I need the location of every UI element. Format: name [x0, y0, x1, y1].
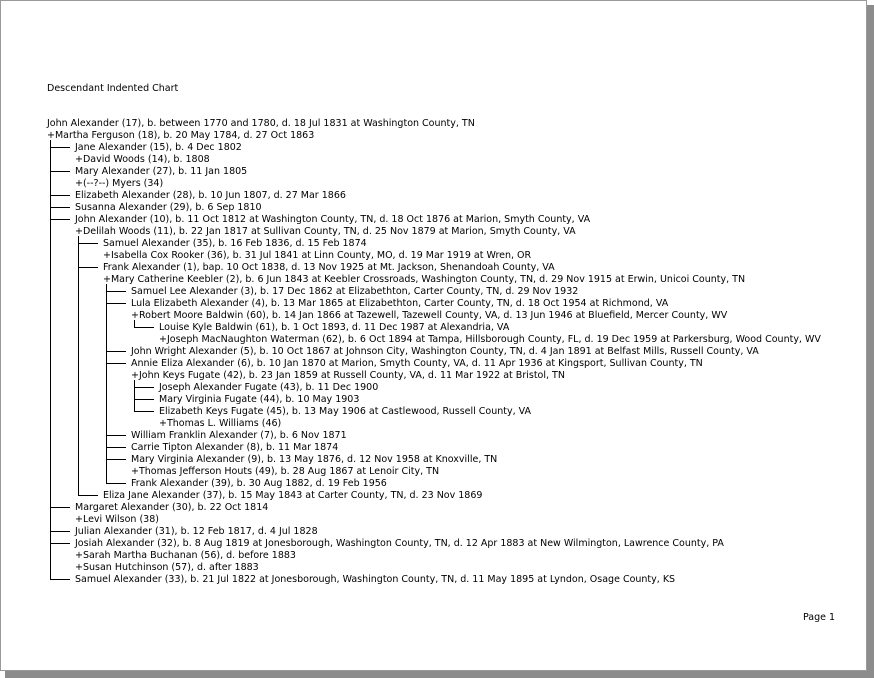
spouse-entry: +Levi Wilson (38)	[75, 514, 159, 525]
tree-line	[78, 495, 98, 496]
person-entry: John Wright Alexander (5), b. 10 Oct 1867 at Johnson City, Washington County, TN, d. 4 Jan 1891 at Belfast Mills, Russell County, VA	[131, 346, 759, 357]
person-entry: Eliza Jane Alexander (37), b. 15 May 1843 at Carter County, TN, d. 23 Nov 1869	[103, 490, 483, 501]
tree-line	[50, 147, 70, 148]
person-entry: Susanna Alexander (29), b. 6 Sep 1810	[75, 202, 262, 213]
tree-line	[106, 447, 126, 448]
person-entry: Samuel Lee Alexander (3), b. 17 Dec 1862 at Elizabethton, Carter County, TN, d. 29 Nov 1932	[131, 286, 579, 297]
tree-line	[106, 459, 126, 460]
spouse-entry: +Mary Catherine Keebler (2), b. 6 Jun 1843 at Keebler Crossroads, Washington County, TN, d. 29 Nov 1915 at Erwin, Unicoi County, TN	[103, 274, 746, 285]
tree-line	[78, 243, 98, 244]
spouse-entry: +David Woods (14), b. 1808	[75, 154, 210, 165]
person-entry: Jane Alexander (15), b. 4 Dec 1802	[75, 142, 242, 153]
tree-line	[50, 507, 70, 508]
spouse-entry: +Delilah Woods (11), b. 22 Jan 1817 at Sullivan County, TN, d. 25 Nov 1879 at Marion, Smyth County, VA	[75, 226, 576, 237]
person-entry: Mary Virginia Alexander (9), b. 13 May 1876, d. 12 Nov 1958 at Knoxville, TN	[131, 454, 498, 465]
tree-line	[106, 483, 126, 484]
person-entry: Elizabeth Alexander (28), b. 10 Jun 1807, d. 27 Mar 1866	[75, 190, 346, 201]
tree-line	[50, 171, 70, 172]
spouse-entry: +Martha Ferguson (18), b. 20 May 1784, d. 27 Oct 1863	[47, 130, 315, 141]
person-entry: Samuel Alexander (35), b. 16 Feb 1836, d. 15 Feb 1874	[103, 238, 367, 249]
tree-line	[134, 387, 154, 388]
person-entry: Josiah Alexander (32), b. 8 Aug 1819 at Jonesborough, Washington County, TN, d. 12 Apr 1883 at New Wilmington, Lawrence County, PA	[75, 538, 724, 549]
spouse-entry: +Sarah Martha Buchanan (56), d. before 1883	[75, 550, 296, 561]
person-entry: Julian Alexander (31), b. 12 Feb 1817, d. 4 Jul 1828	[75, 526, 318, 537]
tree-line	[106, 363, 126, 364]
person-entry: Frank Alexander (39), b. 30 Aug 1882, d. 19 Feb 1956	[131, 478, 387, 489]
tree-line	[50, 140, 51, 579]
tree-line	[50, 543, 70, 544]
tree-line	[106, 303, 126, 304]
person-entry: Margaret Alexander (30), b. 22 Oct 1814	[75, 502, 269, 513]
tree-line	[50, 579, 70, 580]
spouse-entry: +John Keys Fugate (42), b. 23 Jan 1859 at Russell County, VA, d. 11 Mar 1922 at Bristol, TN	[131, 370, 565, 381]
tree-line	[134, 399, 154, 400]
tree-line	[50, 219, 70, 220]
tree-line	[134, 380, 135, 411]
person-entry: William Franklin Alexander (7), b. 6 Nov 1871	[131, 430, 347, 441]
person-entry: Annie Eliza Alexander (6), b. 10 Jan 1870 at Marion, Smyth County, VA, d. 11 Apr 1936 at Kingsport, Sullivan County, TN	[131, 358, 703, 369]
person-entry: John Alexander (10), b. 11 Oct 1812 at Washington County, TN, d. 18 Oct 1876 at Marion, Smyth County, VA	[75, 214, 591, 225]
tree-line	[106, 284, 107, 483]
tree-line	[106, 435, 126, 436]
person-entry: Lula Elizabeth Alexander (4), b. 13 Mar 1865 at Elizabethton, Carter County, TN, d. 18 Oct 1954 at Richmond, VA	[131, 298, 669, 309]
person-entry: Elizabeth Keys Fugate (45), b. 13 May 1906 at Castlewood, Russell County, VA	[159, 406, 532, 417]
spouse-entry: +Susan Hutchinson (57), d. after 1883	[75, 562, 259, 573]
spouse-entry: +Isabella Cox Rooker (36), b. 31 Jul 1841 at Linn County, MO, d. 19 Mar 1919 at Wren, OR	[103, 250, 532, 261]
person-entry: Mary Virginia Fugate (44), b. 10 May 1903	[159, 394, 360, 405]
person-entry: Frank Alexander (1), bap. 10 Oct 1838, d. 13 Nov 1925 at Mt. Jackson, Shenandoah County, VA	[103, 262, 555, 273]
tree-line	[134, 411, 154, 412]
chart-title: Descendant Indented Chart	[47, 83, 179, 94]
spouse-entry: +Robert Moore Baldwin (60), b. 14 Jan 1866 at Tazewell, Tazewell County, VA, d. 13 Jun 1946 at Bluefield, Mercer County, WV	[131, 310, 728, 321]
person-entry: Mary Alexander (27), b. 11 Jan 1805	[75, 166, 248, 177]
tree-line	[78, 267, 98, 268]
person-entry: John Alexander (17), b. between 1770 and 1780, d. 18 Jul 1831 at Washington County, TN	[47, 118, 475, 129]
person-entry: Samuel Alexander (33), b. 21 Jul 1822 at Jonesborough, Washington County, TN, d. 11 May 1895 at Lyndon, Osage County, KS	[75, 574, 676, 585]
page-number: Page 1	[803, 612, 836, 623]
tree-line	[106, 291, 126, 292]
tree-line	[50, 195, 70, 196]
tree-line	[78, 236, 79, 495]
spouse-entry: +(--?--) Myers (34)	[75, 178, 164, 189]
tree-line	[50, 531, 70, 532]
page-shadow-right	[867, 5, 874, 678]
page-shadow-bottom	[5, 671, 874, 678]
spouse-entry: +Joseph MacNaughton Waterman (62), b. 6 Oct 1894 at Tampa, Hillsborough County, FL, d. 19 Dec 1959 at Parkersburg, Wood County, WV	[159, 334, 821, 345]
tree-line	[50, 207, 70, 208]
tree-line	[106, 351, 126, 352]
spouse-entry: +Thomas Jefferson Houts (49), b. 28 Aug 1867 at Lenoir City, TN	[131, 466, 440, 477]
person-entry: Louise Kyle Baldwin (61), b. 1 Oct 1893, d. 11 Dec 1987 at Alexandria, VA	[159, 322, 510, 333]
person-entry: Carrie Tipton Alexander (8), b. 11 Mar 1874	[131, 442, 339, 453]
spouse-entry: +Thomas L. Williams (46)	[159, 418, 282, 429]
person-entry: Joseph Alexander Fugate (43), b. 11 Dec 1900	[159, 382, 379, 393]
tree-line	[134, 327, 154, 328]
